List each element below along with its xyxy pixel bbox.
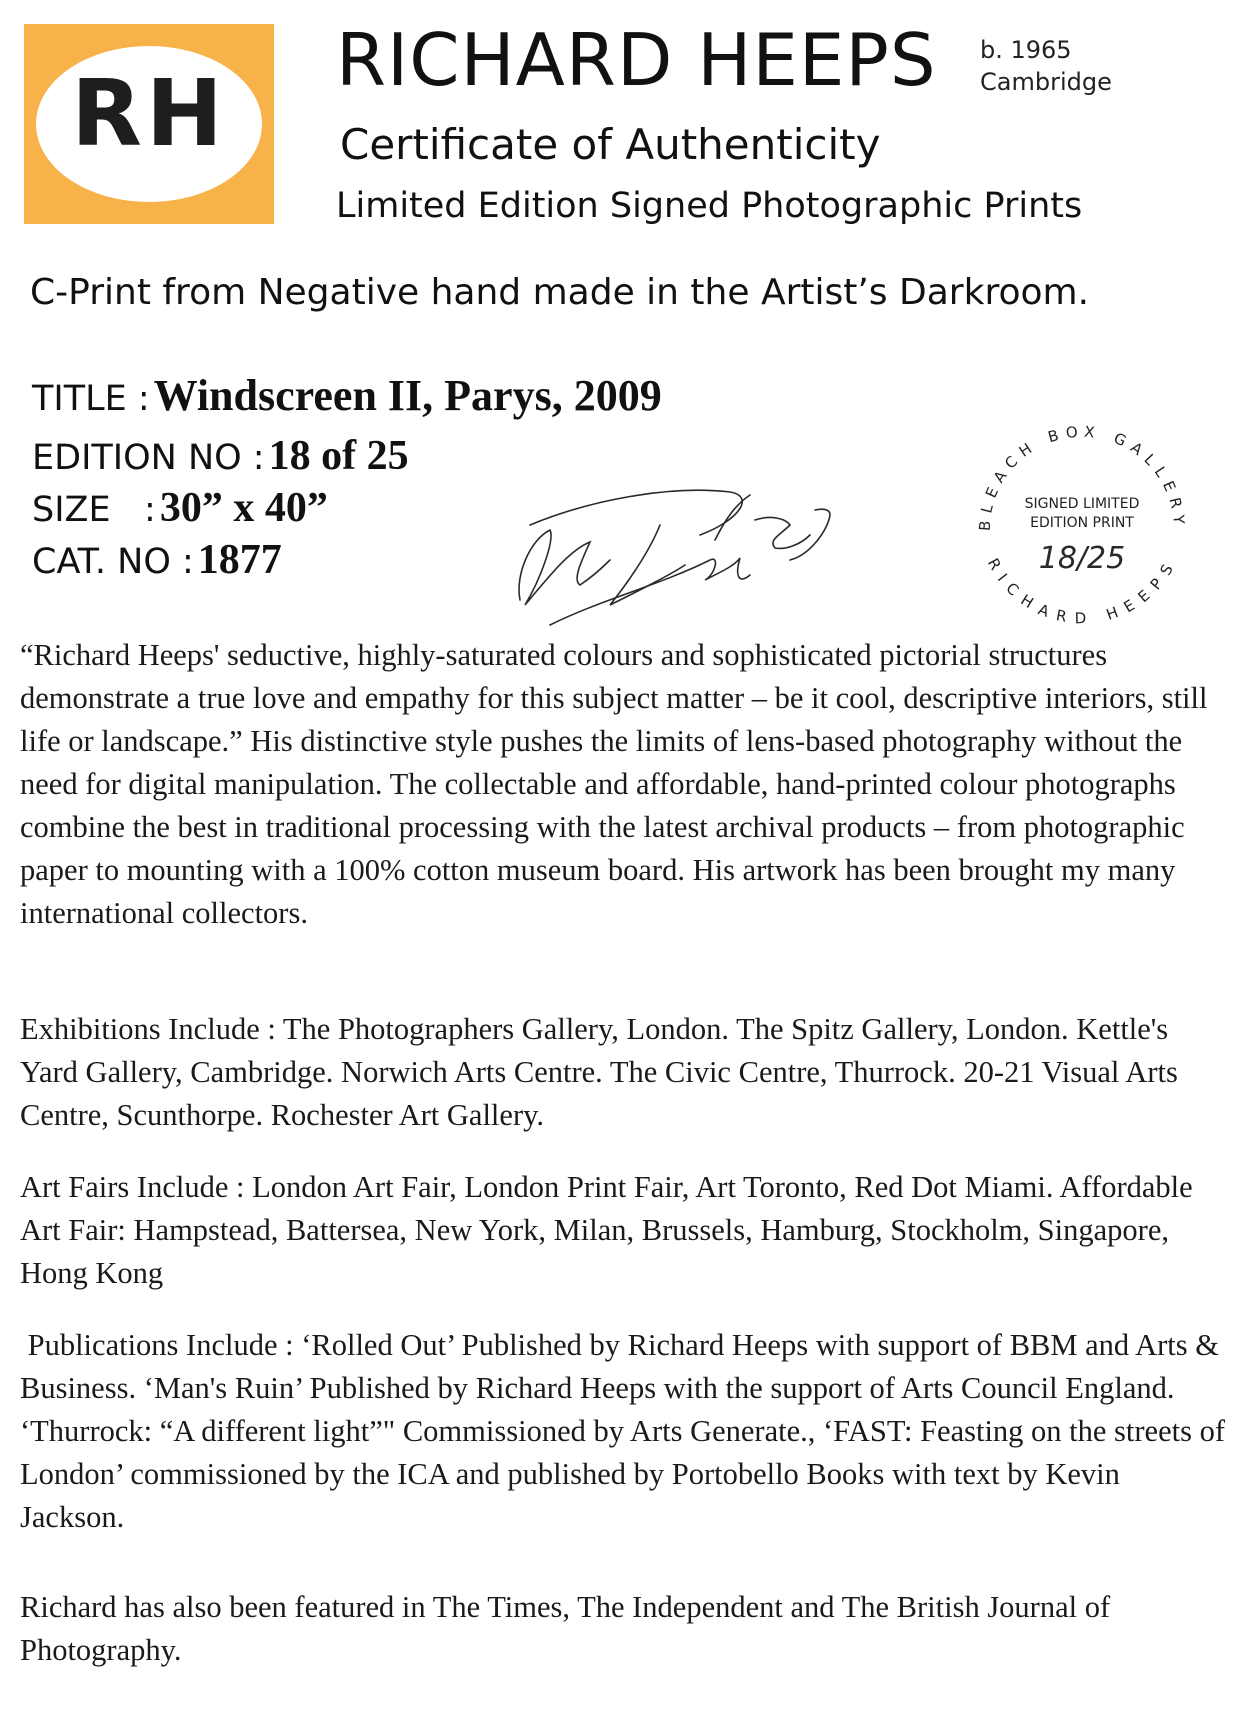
process-description: C-Print from Negative hand made in the Artist’s Darkroom. [30, 272, 1090, 313]
edition-type-heading: Limited Edition Signed Photographic Prints [336, 186, 1083, 226]
exhibitions-paragraph: Exhibitions Include : The Photographers Gallery, London. The Spitz Gallery, London. Kettle's Yard Gallery, Cambridge. Norwich Arts Centre. The Civic Centre, Thurrock. 20-21 Visual Arts Centre, Scunthorpe. Rochester Art Gallery. [20, 1012, 1178, 1132]
spec-edition-row [32, 432, 409, 480]
artist-birth-year: b. 1965 [980, 36, 1072, 64]
publications-paragraph: Publications Include : ‘Rolled Out’ Published by Richard Heeps with support of BBM and Arts & Business. ‘Man's Ruin’ Published by Richard Heeps with the support of Arts Council England. ‘Thurrock: “A different light”" Commissioned by Arts Generate., ‘FAST: Feasting on the streets of London’ commissioned by the ICA and published by Portobello Books with text by Kevin Jackson. [20, 1328, 1233, 1534]
artist-name: RICHARD HEEPS [336, 18, 937, 102]
artist-signature [510, 480, 860, 630]
certificate-heading: Certificate of Authenticity [340, 120, 881, 169]
gallery-stamp [962, 398, 1202, 638]
edition-label: EDITION NO : [32, 438, 265, 478]
stamp-line-2: EDITION PRINT [1030, 515, 1134, 531]
bio-paragraph: “Richard Heeps' seductive, highly-saturated colours and sophisticated pictorial structures demonstrate a true love and empathy for this subject matter – be it cool, descriptive interiors, still life or landscape.” His distinctive style pushes the limits of lens-based photography without the need for digital manipulation. The collectable and affordable, hand-printed colour photographs combine the best in traditional processing with the latest archival products – from photographic paper to mounting with a 100% cotton museum board. His artwork has been brought my many international collectors. [20, 638, 1208, 930]
stamp-ring-top: BLEACH BOX GALLERY [975, 422, 1189, 532]
artist-birthplace: Cambridge [980, 68, 1112, 96]
spec-cat-row [32, 536, 282, 584]
artist-meta [980, 34, 1112, 98]
spec-size-row [32, 484, 328, 532]
art-fairs-paragraph: Art Fairs Include : London Art Fair, London Print Fair, Art Toronto, Red Dot Miami. Affordable Art Fair: Hampstead, Battersea, New York, Milan, Brussels, Hamburg, Stockholm, Singapore, Hong Kong [20, 1170, 1193, 1290]
logo-initials: RH [71, 60, 227, 167]
cat-value: 1877 [197, 537, 282, 583]
stamp-ring-bottom: RICHARD HEEPS [983, 555, 1181, 628]
title-label: TITLE : [32, 379, 150, 419]
title-value: Windscreen II, Parys, 2009 [153, 371, 662, 420]
cat-label: CAT. NO : [32, 542, 194, 582]
spec-title-row [32, 370, 662, 421]
edition-value: 18 of 25 [268, 433, 409, 479]
stamp-handwritten-edition: 18/25 [1038, 541, 1126, 576]
size-value: 30” x 40” [159, 485, 328, 531]
stamp-line-1: SIGNED LIMITED [1024, 496, 1140, 512]
size-label: SIZE : [32, 490, 156, 530]
press-paragraph: Richard has also been featured in The Times, The Independent and The British Journal of Photography. [20, 1590, 1111, 1667]
artist-logo [24, 24, 274, 224]
